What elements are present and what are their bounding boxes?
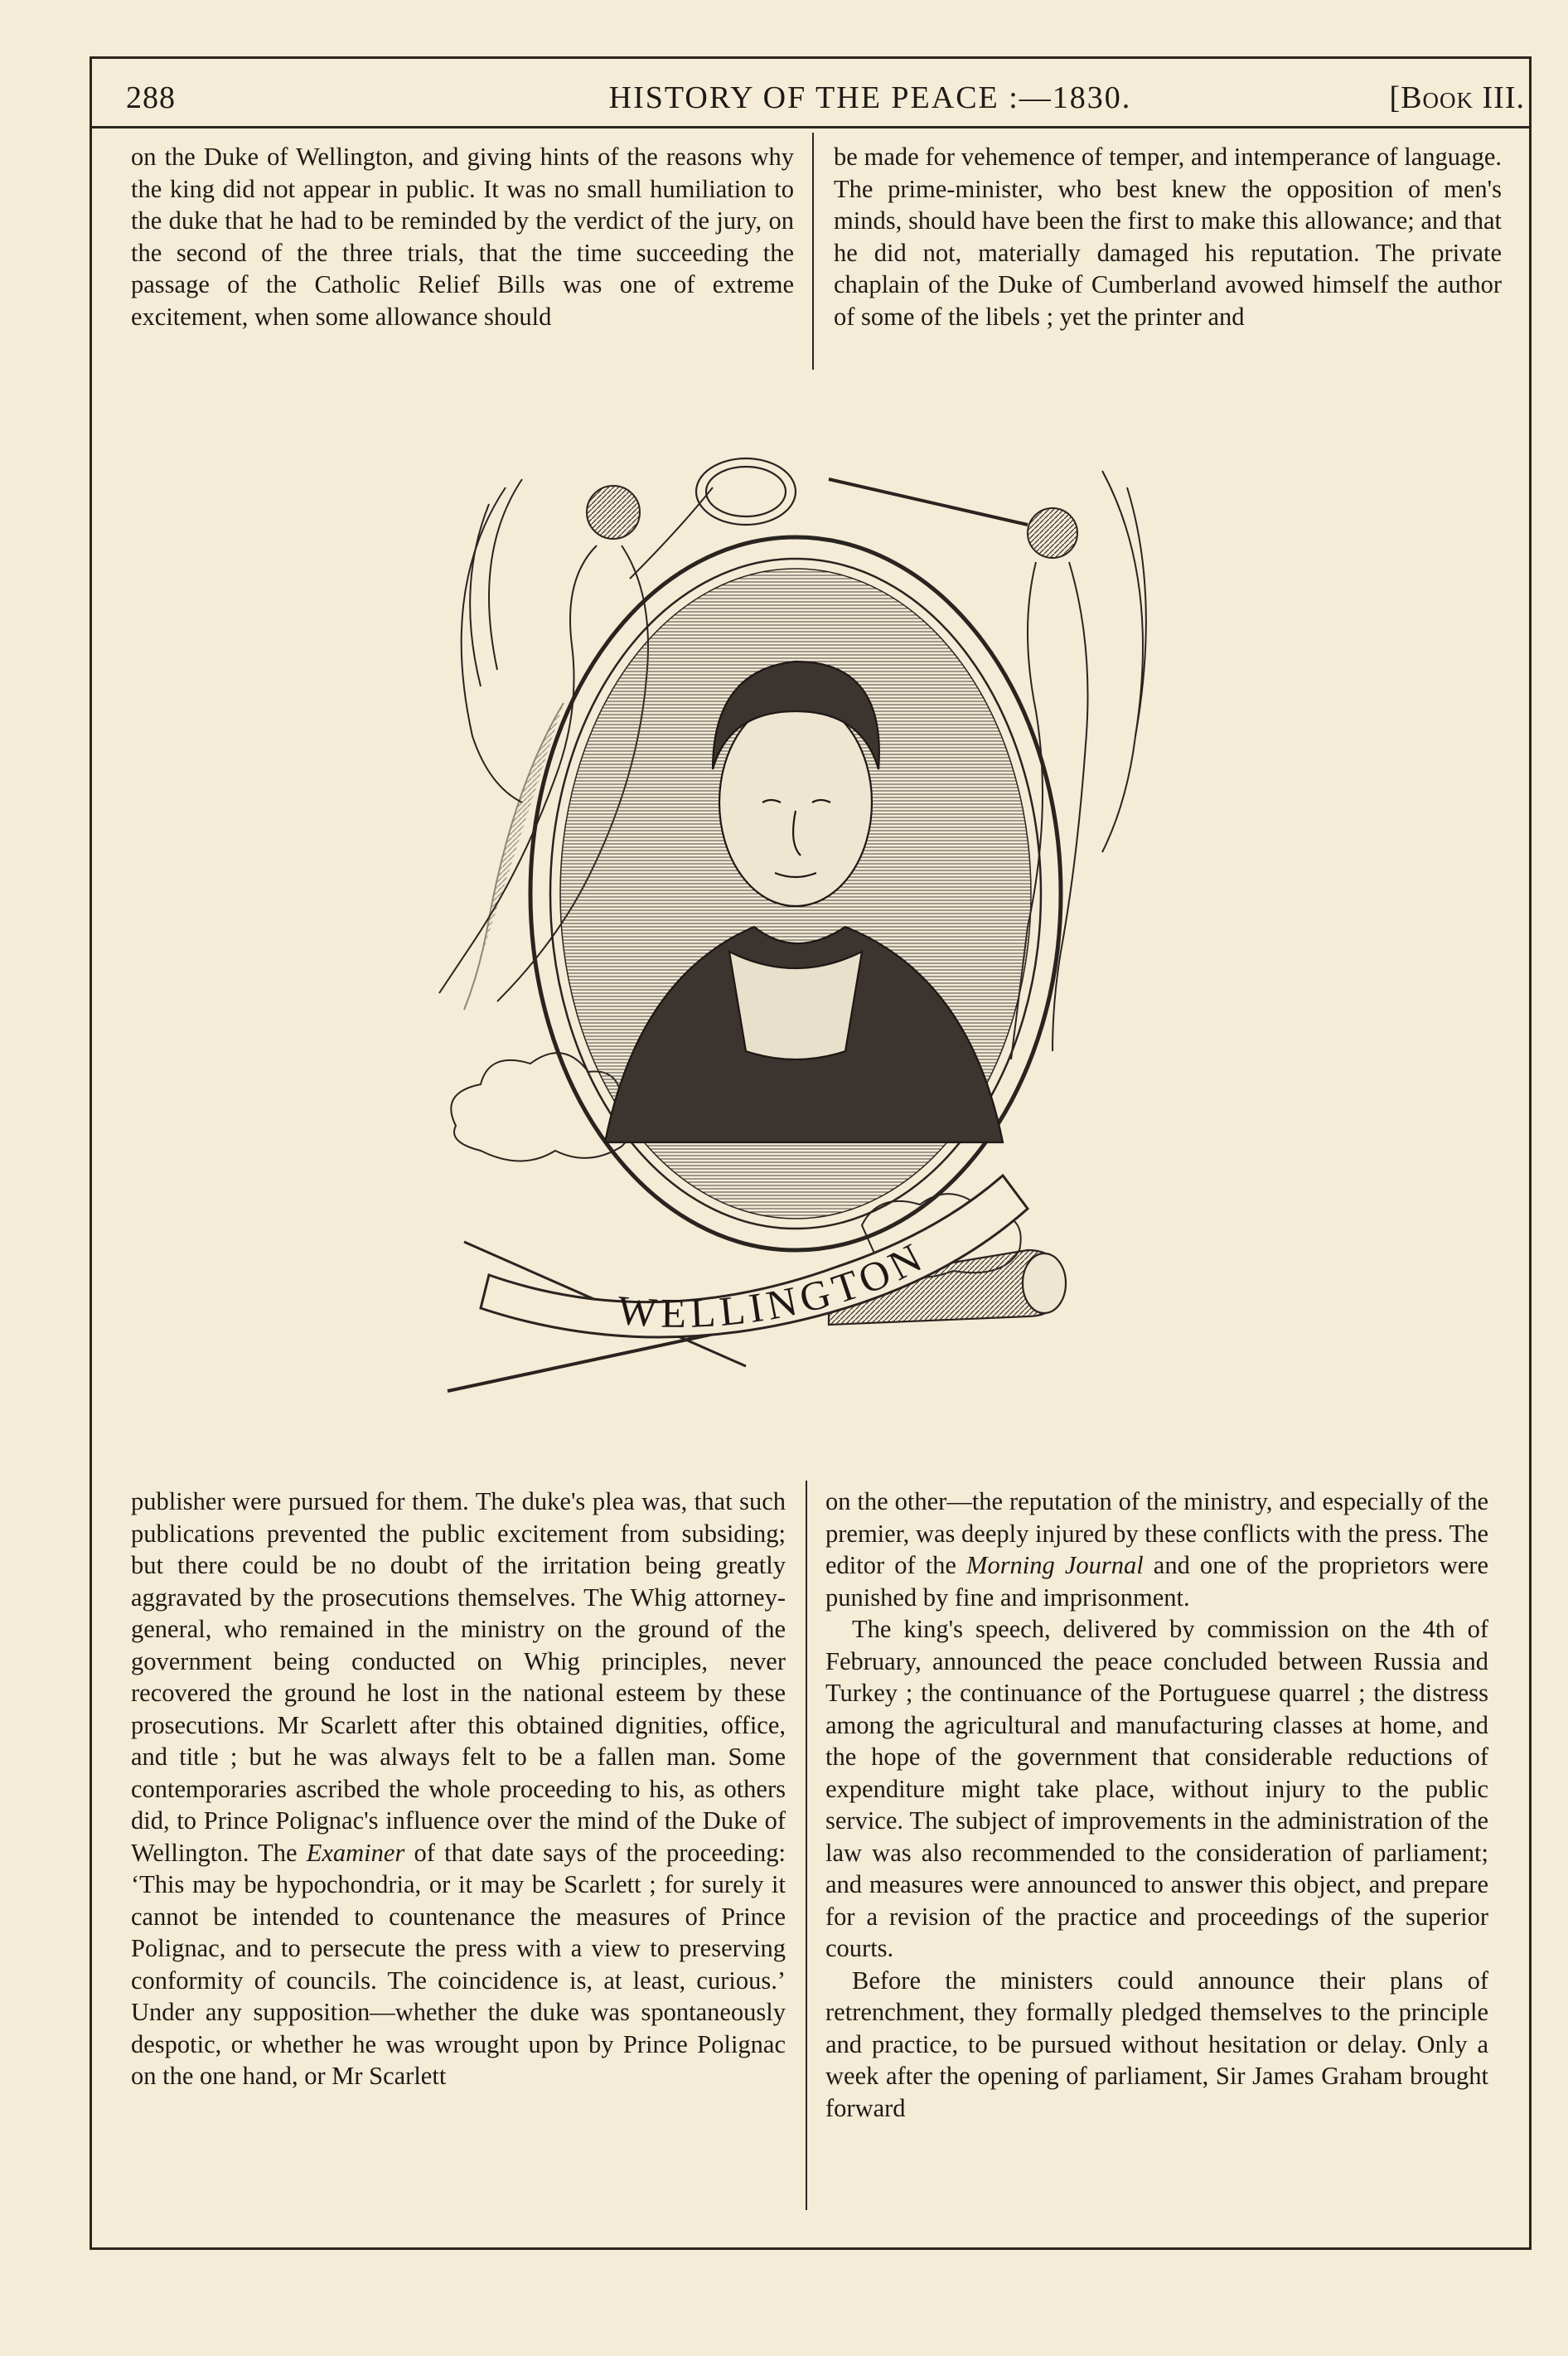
book-label: [Book III.	[1389, 80, 1525, 115]
text-column-bottom-right	[825, 1486, 1488, 2124]
column-divider-bottom	[806, 1481, 807, 2210]
paragraph: The king's speech, delivered by commission on the 4th of February, announced the peace concluded between Russia and Turkey ; the continuance of the Portuguese quarrel ; the distress among the agricultural and manufacturing classes at home, and the hope of the government that considerable reductions of expenditure might take place, without injury to the public service. The subject of improvements in the administration of the law was also recommended to the consideration of parliament; and measures were announced to answer this object, and prepare for a revision of the practice and proceedings of the superior courts.	[825, 1615, 1488, 1962]
text-column-bottom-left	[131, 1486, 786, 2092]
header-rule	[91, 126, 1530, 128]
paragraph: Before the ministers could announce their plans of retrenchment, they formally pledged themselves to the principle and practice, to be pursued without hesitation or delay. Only a week after the opening of parliament, Sir James Graham brought forward	[825, 1966, 1488, 2122]
running-header	[124, 80, 1525, 126]
text-column-top-left	[131, 141, 794, 332]
paragraph: on the other—the reputation of the ministry, and especially of the premier, was deeply injured by these conflicts with the press. The editor of the Morning Journal and one of the proprietors were punished by fine and imprisonment.	[825, 1487, 1488, 1612]
paragraph: on the Duke of Wellington, and giving hints of the reasons why the king did not appear in public. It was no small humiliation to the duke that he had to be reminded by the verdict of the jury, on the second of the three trials, that the time succeeding the passage of the Catholic Relief Bills was one of extreme excitement, when some allowance should	[131, 143, 794, 331]
running-title: HISTORY OF THE PEACE :—1830.	[608, 80, 1132, 115]
banner-text: WELLINGTON	[616, 1231, 934, 1336]
wellington-portrait-engraving	[398, 454, 1193, 1428]
paragraph: publisher were pursued for them. The duke's plea was, that such publications prevented the public excitement from subsiding; but there could be no doubt of the irritation being greatly aggravated by the prosecutions themselves. The Whig attorney-general, who remained in the ministry on the ground of the government being conducted on Whig principles, never recovered the ground he lost in the national esteem by these prosecutions. Mr Scarlett after this obtained dignities, office, and title ; but he was always felt to be a fallen man. Some contemporaries ascribed the whole proceeding to his, as others did, to Prince Polignac's influence over the mind of the Duke of Wellington. The Examiner of that date says of the proceeding: ‘This may be hypochondria, or it may be Scarlett ; for surely it cannot be intended to countenance the measures of Prince Polignac, and to persecute the press with a view to preserving conformity of councils. The coincidence is, at least, curious.’ Under any supposition—whether the duke was spontaneously despotic, or whether he was wrought upon by Prince Polignac on the one hand, or Mr Scarlett	[131, 1487, 786, 2090]
italic-title: Examiner	[306, 1838, 405, 1867]
column-divider-top	[812, 133, 814, 370]
paragraph: be made for vehemence of temper, and intemperance of language. The prime-minister, who best knew the opposition of men's minds, should have been the first to make this allowance; and that he did not, materially damaged his reputation. The private chaplain of the Duke of Cumberland avowed himself the author of some of the libels ; yet the printer and	[834, 143, 1502, 331]
page-number: 288	[126, 80, 176, 115]
italic-title: Morning Journal	[966, 1551, 1144, 1579]
text-column-top-right	[834, 141, 1502, 332]
laurel-wreath	[696, 458, 796, 525]
